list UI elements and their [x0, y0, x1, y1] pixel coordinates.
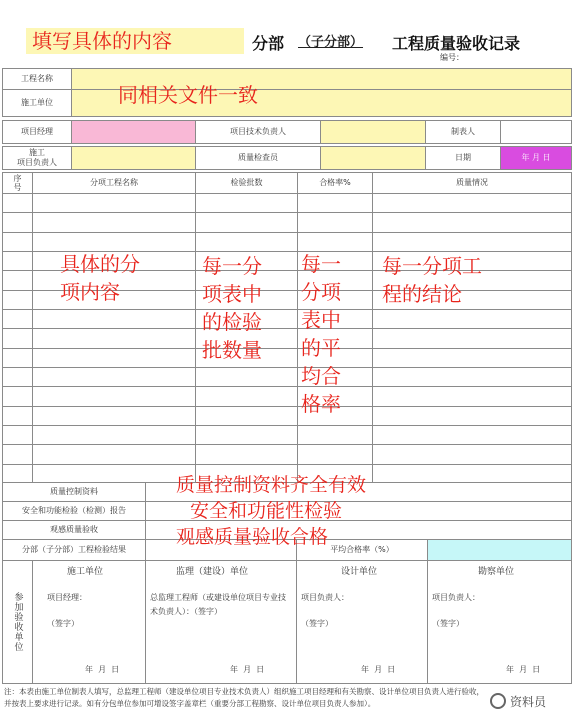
table-maker-label: 制表人 — [425, 120, 501, 144]
survey-unit-name: 勘察单位 — [478, 567, 515, 577]
table-row-divider — [2, 212, 572, 213]
col-header-pass-rate: 合格率% — [297, 172, 373, 194]
col-header-batch-count: 检验批数 — [195, 172, 298, 194]
design-unit-name: 设计单位 — [341, 567, 378, 577]
acceptance-unit-design — [296, 560, 428, 684]
batch-count-line-1: 每一分 — [202, 254, 262, 278]
safety-label: 安全和功能检验（检测）报告 — [2, 501, 146, 521]
table-row-divider — [2, 425, 572, 426]
supervision-unit-name: 监理（建设）单位 — [176, 567, 249, 577]
item-content-annotation — [60, 250, 140, 306]
part-result-label: 分部（子分部）工程检验结果 — [2, 539, 146, 561]
inspector-field[interactable] — [320, 146, 426, 170]
checks-line-2: 安全和功能性检验 — [190, 500, 343, 522]
item-content-line-2: 项内容 — [60, 280, 120, 304]
tech-lead-label: 项目技术负责人 — [195, 120, 321, 144]
acceptance-side-label — [2, 560, 33, 684]
col-header-index — [2, 172, 33, 194]
appearance-label: 观感质量验收 — [2, 520, 146, 540]
acceptance-unit-survey — [427, 560, 572, 684]
sub-lead-label — [2, 146, 72, 170]
table-row-divider — [2, 348, 572, 349]
col-divider-2 — [195, 193, 196, 483]
date-label: 日期 — [425, 146, 501, 170]
quality-line-2: 程的结论 — [382, 282, 462, 306]
supervision-role: 总监理工程师（或建设单位项目专业技术负责人）：（签字） — [150, 593, 286, 616]
project-manager-label: 项目经理 — [2, 120, 72, 144]
table-row-divider — [2, 328, 572, 329]
pass-rate-line-1: 每一 — [301, 252, 341, 276]
same-as-docs-annotation: 同相关文件一致 — [118, 83, 258, 107]
watermark — [490, 690, 572, 712]
checks-line-3: 观感质量验收合格 — [176, 526, 329, 548]
table-row-divider — [2, 309, 572, 310]
pass-rate-annotation — [301, 250, 341, 418]
quality-annotation — [382, 252, 482, 308]
col-divider-4 — [372, 193, 373, 483]
page-title: 工程质量验收记录 — [392, 34, 521, 53]
sub-lead-label-text: 施工 项目负责人 — [17, 148, 57, 167]
design-role: 项目负责人： — [301, 593, 349, 602]
survey-date: 年 月 日 — [506, 665, 541, 674]
table-row-divider — [2, 386, 572, 387]
design-date: 年 月 日 — [361, 665, 396, 674]
batch-count-line-4: 批数量 — [202, 338, 262, 362]
table-row-divider — [2, 232, 572, 233]
acceptance-side-text: 参加验收单位 — [12, 592, 23, 652]
batch-count-line-3: 的检验 — [202, 310, 262, 334]
construction-unit-name: 施工单位 — [67, 567, 104, 577]
pass-rate-line-3: 表中 — [301, 308, 341, 332]
survey-sign: （签字） — [432, 619, 464, 628]
table-maker-field[interactable] — [500, 120, 572, 144]
footer-note: 注：本表由施工单位制表人填写，总监理工程师（建设单位项目专业技术负责人）组织施工项目经理和有关勘察、设计单位项目负责人进行验收，并按表上要求进行记录。如有分包单位参加可增设签字盖章栏（重要分部工程勘察、设计单位项目负责人参加）。 — [4, 687, 484, 708]
pass-rate-line-4: 的平 — [301, 336, 341, 360]
batch-count-line-2: 项表中 — [202, 282, 262, 306]
col-divider-3 — [297, 193, 298, 483]
design-sign: （签字） — [301, 619, 333, 628]
project-manager-field[interactable] — [71, 120, 196, 144]
pass-rate-line-2: 分项 — [301, 280, 341, 304]
col-header-index-text: 序号 — [13, 174, 22, 192]
tech-lead-field[interactable] — [320, 120, 426, 144]
subpart-label: （子分部） — [298, 35, 364, 50]
inspector-label: 质量检查员 — [195, 146, 321, 170]
number-label: 编号： — [440, 53, 464, 62]
item-table-body — [2, 193, 572, 483]
col-divider-1 — [32, 193, 33, 483]
survey-role: 项目负责人： — [432, 593, 480, 602]
pass-rate-line-6: 格率 — [301, 392, 341, 416]
fill-content-annotation: 填写具体的内容 — [32, 29, 172, 53]
construction-date: 年 月 日 — [85, 665, 120, 674]
col-header-quality: 质量情况 — [372, 172, 572, 194]
quality-data-label: 质量控制资料 — [2, 482, 146, 502]
table-row-divider — [2, 367, 572, 368]
avg-rate-field[interactable] — [427, 539, 572, 561]
construction-unit-label: 施工单位 — [2, 89, 72, 117]
construction-role: 项目经理： — [47, 593, 87, 602]
acceptance-unit-construction — [32, 560, 146, 684]
sub-lead-field[interactable] — [71, 146, 196, 170]
avg-rate-label: 平均合格率（%） — [296, 539, 428, 561]
checks-line-1: 质量控制资料齐全有效 — [176, 474, 367, 496]
watermark-icon — [490, 693, 506, 709]
table-row-divider — [2, 464, 572, 465]
checks-annotation — [176, 472, 366, 550]
batch-count-annotation — [202, 252, 262, 364]
item-content-line-1: 具体的分 — [60, 252, 140, 276]
watermark-text: 资料员 — [510, 694, 547, 709]
acceptance-unit-supervision — [145, 560, 297, 684]
project-name-label: 工程名称 — [2, 68, 72, 90]
construction-sign: （签字） — [47, 619, 79, 628]
part-prefix: 分部 — [252, 34, 285, 53]
pass-rate-line-5: 均合 — [301, 364, 341, 388]
table-row-divider — [2, 444, 572, 445]
quality-line-1: 每一分项工 — [382, 254, 482, 278]
col-header-item-name: 分项工程名称 — [32, 172, 196, 194]
table-row-divider — [2, 406, 572, 407]
date-field[interactable]: 年 月 日 — [500, 146, 572, 170]
supervision-date: 年 月 日 — [230, 665, 265, 674]
